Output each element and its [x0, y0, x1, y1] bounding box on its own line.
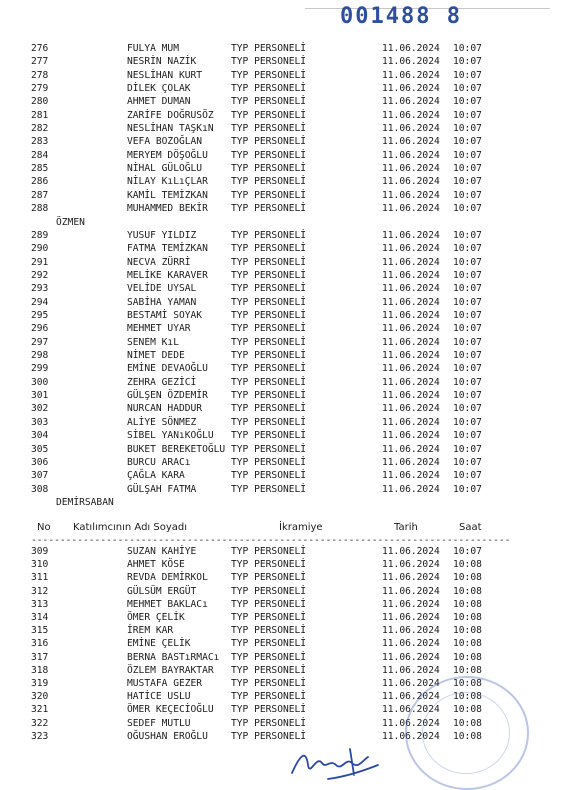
prize-type: TYP PERSONELİ: [231, 599, 307, 610]
row-date: 11.06.2024: [382, 484, 440, 495]
row-time: 10:07: [453, 470, 482, 481]
prize-type: TYP PERSONELİ: [231, 150, 307, 161]
participant-name: VELİDE UYSAL: [127, 283, 197, 294]
row-date: 11.06.2024: [382, 704, 440, 715]
row-time: 10:08: [453, 586, 482, 597]
row-time: 10:07: [453, 430, 482, 441]
row-date: 11.06.2024: [382, 56, 440, 67]
row-time: 10:07: [453, 457, 482, 468]
row-time: 10:07: [453, 203, 482, 214]
prize-type: TYP PERSONELİ: [231, 96, 307, 107]
row-date: 11.06.2024: [382, 678, 440, 689]
row-number: 309: [31, 546, 49, 557]
row-time: 10:07: [453, 176, 482, 187]
prize-type: TYP PERSONELİ: [231, 257, 307, 268]
row-number: 282: [31, 123, 49, 134]
participant-name: BESTAMİ SOYAK: [127, 310, 203, 321]
row-date: 11.06.2024: [382, 390, 440, 401]
prize-type: TYP PERSONELİ: [231, 718, 307, 729]
row-date: 11.06.2024: [382, 96, 440, 107]
row-date: 11.06.2024: [382, 163, 440, 174]
row-number: 295: [31, 310, 49, 321]
row-date: 11.06.2024: [382, 190, 440, 201]
participant-name: FULYA MUM: [127, 43, 179, 54]
row-date: 11.06.2024: [382, 203, 440, 214]
prize-type: TYP PERSONELİ: [231, 678, 307, 689]
row-time: 10:07: [453, 390, 482, 401]
row-time: 10:08: [453, 718, 482, 729]
participant-name: GÜLŞAH FATMA: [127, 484, 197, 495]
row-date: 11.06.2024: [382, 546, 440, 557]
prize-type: TYP PERSONELİ: [231, 123, 307, 134]
row-date: 11.06.2024: [382, 283, 440, 294]
row-number: 276: [31, 43, 49, 54]
row-time: 10:07: [453, 546, 482, 557]
participant-name: NECVA ZÜRRİ: [127, 257, 191, 268]
prize-type: TYP PERSONELİ: [231, 430, 307, 441]
row-number: 277: [31, 56, 49, 67]
participant-name: SENEM KıL: [127, 337, 179, 348]
participant-name: ÖMER KEÇECİOĞLU: [127, 704, 214, 715]
participant-name: MELİKE KARAVER: [127, 270, 208, 281]
prize-type: TYP PERSONELİ: [231, 731, 307, 742]
row-date: 11.06.2024: [382, 83, 440, 94]
row-time: 10:07: [453, 323, 482, 334]
serial-number: 001488 8: [340, 4, 462, 29]
row-date: 11.06.2024: [382, 350, 440, 361]
prize-type: TYP PERSONELİ: [231, 652, 307, 663]
prize-type: TYP PERSONELİ: [231, 110, 307, 121]
participant-name: ZEHRA GEZİCİ: [127, 377, 197, 388]
row-time: 10:07: [453, 96, 482, 107]
participant-name: SABİHA YAMAN: [127, 297, 197, 308]
row-number: 298: [31, 350, 49, 361]
participant-name: MEHMET BAKLACı: [127, 599, 208, 610]
row-time: 10:07: [453, 163, 482, 174]
row-date: 11.06.2024: [382, 586, 440, 597]
participant-name: HATİCE USLU: [127, 691, 191, 702]
prize-type: TYP PERSONELİ: [231, 203, 307, 214]
participant-name: NESRİN NAZİK: [127, 56, 197, 67]
row-number: 301: [31, 390, 49, 401]
participant-name: KAMİL TEMİZKAN: [127, 190, 208, 201]
row-time: 10:08: [453, 572, 482, 583]
row-number: 278: [31, 70, 49, 81]
row-date: 11.06.2024: [382, 70, 440, 81]
participant-name: OĞUSHAN EROĞLU: [127, 731, 208, 742]
row-date: 11.06.2024: [382, 323, 440, 334]
row-number: 302: [31, 403, 49, 414]
row-time: 10:08: [453, 559, 482, 570]
row-date: 11.06.2024: [382, 270, 440, 281]
participant-name: SUZAN KAHİYE: [127, 546, 197, 557]
row-time: 10:07: [453, 190, 482, 201]
row-time: 10:07: [453, 136, 482, 147]
row-time: 10:07: [453, 230, 482, 241]
header-date: Tarih: [394, 522, 418, 533]
row-number: 279: [31, 83, 49, 94]
row-time: 10:07: [453, 337, 482, 348]
participant-name: MUHAMMED BEKİR: [127, 203, 208, 214]
prize-type: TYP PERSONELİ: [231, 546, 307, 557]
row-number: 300: [31, 377, 49, 388]
row-number: 292: [31, 270, 49, 281]
header-divider: -----------------------------------------------------------------------------------: [31, 535, 511, 546]
prize-type: TYP PERSONELİ: [231, 323, 307, 334]
row-number: 319: [31, 678, 49, 689]
row-time: 10:08: [453, 678, 482, 689]
row-date: 11.06.2024: [382, 665, 440, 676]
row-time: 10:07: [453, 444, 482, 455]
prize-type: TYP PERSONELİ: [231, 176, 307, 187]
row-date: 11.06.2024: [382, 638, 440, 649]
row-time: 10:07: [453, 150, 482, 161]
row-date: 11.06.2024: [382, 652, 440, 663]
row-number: 316: [31, 638, 49, 649]
participant-name: AHMET DUMAN: [127, 96, 191, 107]
prize-type: TYP PERSONELİ: [231, 163, 307, 174]
prize-type: TYP PERSONELİ: [231, 484, 307, 495]
participant-name: ALİYE SÖNMEZ: [127, 417, 197, 428]
row-time: 10:07: [453, 403, 482, 414]
row-time: 10:07: [453, 283, 482, 294]
participant-name: EMİNE ÇELİK: [127, 638, 191, 649]
row-number: 290: [31, 243, 49, 254]
participant-name: BERNA BASTıRMACı: [127, 652, 220, 663]
row-time: 10:07: [453, 270, 482, 281]
row-number: 311: [31, 572, 49, 583]
prize-type: TYP PERSONELİ: [231, 417, 307, 428]
participant-name: SİBEL YANıKOĞLU: [127, 430, 214, 441]
row-number: 320: [31, 691, 49, 702]
row-number: 281: [31, 110, 49, 121]
participant-name: ÇAĞLA KARA: [127, 470, 185, 481]
prize-type: TYP PERSONELİ: [231, 665, 307, 676]
row-time: 10:08: [453, 638, 482, 649]
prize-type: TYP PERSONELİ: [231, 638, 307, 649]
prize-type: TYP PERSONELİ: [231, 559, 307, 570]
row-date: 11.06.2024: [382, 110, 440, 121]
participant-name: NESLİHAN KURT: [127, 70, 203, 81]
prize-type: TYP PERSONELİ: [231, 310, 307, 321]
row-time: 10:08: [453, 731, 482, 742]
participant-name: GÜLŞEN ÖZDEMİR: [127, 390, 208, 401]
row-number: 308: [31, 484, 49, 495]
participant-name: MUSTAFA GEZER: [127, 678, 203, 689]
row-time: 10:07: [453, 363, 482, 374]
prize-type: TYP PERSONELİ: [231, 612, 307, 623]
participant-name: GÜLSÜM ERGÜT: [127, 586, 197, 597]
row-time: 10:07: [453, 257, 482, 268]
row-number: 321: [31, 704, 49, 715]
header-time: Saat: [459, 522, 482, 533]
row-time: 10:07: [453, 83, 482, 94]
row-date: 11.06.2024: [382, 363, 440, 374]
participant-name: MERYEM DÖŞOĞLU: [127, 150, 208, 161]
prize-type: TYP PERSONELİ: [231, 586, 307, 597]
row-number: 312: [31, 586, 49, 597]
row-date: 11.06.2024: [382, 470, 440, 481]
prize-type: TYP PERSONELİ: [231, 377, 307, 388]
header-name: Katılımcının Adı Soyadı: [73, 522, 188, 533]
row-time: 10:08: [453, 691, 482, 702]
row-date: 11.06.2024: [382, 310, 440, 321]
prize-type: TYP PERSONELİ: [231, 297, 307, 308]
row-number: 297: [31, 337, 49, 348]
row-time: 10:07: [453, 110, 482, 121]
row-number: 307: [31, 470, 49, 481]
row-number: 289: [31, 230, 49, 241]
participant-name: SEDEF MUTLU: [127, 718, 191, 729]
participant-name: NİMET DEDE: [127, 350, 185, 361]
row-date: 11.06.2024: [382, 612, 440, 623]
row-time: 10:07: [453, 310, 482, 321]
row-date: 11.06.2024: [382, 377, 440, 388]
prize-type: TYP PERSONELİ: [231, 283, 307, 294]
row-date: 11.06.2024: [382, 176, 440, 187]
participant-name: VEFA BOZOĞLAN: [127, 136, 203, 147]
participant-name: DİLEK ÇOLAK: [127, 83, 191, 94]
row-date: 11.06.2024: [382, 257, 440, 268]
row-number: 303: [31, 417, 49, 428]
prize-type: TYP PERSONELİ: [231, 83, 307, 94]
row-number: 304: [31, 430, 49, 441]
row-time: 10:08: [453, 625, 482, 636]
row-number: 315: [31, 625, 49, 636]
row-number: 284: [31, 150, 49, 161]
row-number: 306: [31, 457, 49, 468]
prize-type: TYP PERSONELİ: [231, 270, 307, 281]
row-time: 10:07: [453, 123, 482, 134]
participant-name: ÖZLEM BAYRAKTAR: [127, 665, 214, 676]
official-stamp-inner-ring: [422, 692, 510, 774]
row-date: 11.06.2024: [382, 136, 440, 147]
participant-name: ÖMER ÇELİK: [127, 612, 185, 623]
header-no: No: [37, 522, 51, 533]
row-number: 323: [31, 731, 49, 742]
row-number: 322: [31, 718, 49, 729]
prize-type: TYP PERSONELİ: [231, 625, 307, 636]
row-date: 11.06.2024: [382, 297, 440, 308]
prize-type: TYP PERSONELİ: [231, 230, 307, 241]
participant-name: İREM KAR: [127, 625, 174, 636]
prize-type: TYP PERSONELİ: [231, 56, 307, 67]
name-continuation: ÖZMEN: [56, 217, 85, 228]
row-date: 11.06.2024: [382, 457, 440, 468]
row-date: 11.06.2024: [382, 337, 440, 348]
row-time: 10:08: [453, 652, 482, 663]
prize-type: TYP PERSONELİ: [231, 457, 307, 468]
row-time: 10:08: [453, 612, 482, 623]
participant-name: NİHAL GÜLOĞLU: [127, 163, 203, 174]
prize-type: TYP PERSONELİ: [231, 444, 307, 455]
row-date: 11.06.2024: [382, 403, 440, 414]
row-time: 10:07: [453, 43, 482, 54]
row-date: 11.06.2024: [382, 691, 440, 702]
prize-type: TYP PERSONELİ: [231, 363, 307, 374]
prize-type: TYP PERSONELİ: [231, 350, 307, 361]
prize-type: TYP PERSONELİ: [231, 136, 307, 147]
participant-name: ZARİFE DOĞRUSÖZ: [127, 110, 214, 121]
row-number: 299: [31, 363, 49, 374]
participant-name: NURCAN HADDUR: [127, 403, 203, 414]
row-date: 11.06.2024: [382, 43, 440, 54]
prize-type: TYP PERSONELİ: [231, 43, 307, 54]
row-time: 10:07: [453, 350, 482, 361]
row-time: 10:07: [453, 70, 482, 81]
prize-type: TYP PERSONELİ: [231, 337, 307, 348]
row-time: 10:07: [453, 56, 482, 67]
row-date: 11.06.2024: [382, 444, 440, 455]
row-date: 11.06.2024: [382, 625, 440, 636]
participant-name: NİLAY KıLıÇLAR: [127, 176, 208, 187]
participant-name: BUKET BEREKETOĞLU: [127, 444, 226, 455]
row-time: 10:08: [453, 665, 482, 676]
handwritten-signature: [288, 735, 383, 785]
row-number: 280: [31, 96, 49, 107]
row-date: 11.06.2024: [382, 123, 440, 134]
prize-type: TYP PERSONELİ: [231, 390, 307, 401]
row-date: 11.06.2024: [382, 731, 440, 742]
prize-type: TYP PERSONELİ: [231, 70, 307, 81]
prize-type: TYP PERSONELİ: [231, 243, 307, 254]
row-number: 294: [31, 297, 49, 308]
prize-type: TYP PERSONELİ: [231, 572, 307, 583]
row-number: 287: [31, 190, 49, 201]
row-time: 10:08: [453, 599, 482, 610]
row-number: 305: [31, 444, 49, 455]
prize-type: TYP PERSONELİ: [231, 704, 307, 715]
participant-name: REVDA DEMİRKOL: [127, 572, 208, 583]
prize-type: TYP PERSONELİ: [231, 403, 307, 414]
participant-name: NESLİHAN TAŞKıN: [127, 123, 214, 134]
row-time: 10:07: [453, 417, 482, 428]
row-number: 288: [31, 203, 49, 214]
row-number: 313: [31, 599, 49, 610]
row-number: 286: [31, 176, 49, 187]
row-date: 11.06.2024: [382, 599, 440, 610]
row-date: 11.06.2024: [382, 430, 440, 441]
row-date: 11.06.2024: [382, 718, 440, 729]
row-date: 11.06.2024: [382, 243, 440, 254]
row-date: 11.06.2024: [382, 150, 440, 161]
row-date: 11.06.2024: [382, 559, 440, 570]
prize-type: TYP PERSONELİ: [231, 470, 307, 481]
participant-name: MEHMET UYAR: [127, 323, 191, 334]
row-time: 10:08: [453, 704, 482, 715]
row-number: 318: [31, 665, 49, 676]
row-number: 283: [31, 136, 49, 147]
participant-name: EMİNE DEVAOĞLU: [127, 363, 208, 374]
row-number: 293: [31, 283, 49, 294]
participant-name: YUSUF YILDIZ: [127, 230, 197, 241]
participant-name: AHMET KÖSE: [127, 559, 185, 570]
row-number: 310: [31, 559, 49, 570]
row-date: 11.06.2024: [382, 230, 440, 241]
row-number: 285: [31, 163, 49, 174]
row-number: 296: [31, 323, 49, 334]
prize-type: TYP PERSONELİ: [231, 190, 307, 201]
prize-type: TYP PERSONELİ: [231, 691, 307, 702]
header-prize: İkramiye: [279, 522, 323, 533]
participant-name: FATMA TEMİZKAN: [127, 243, 208, 254]
row-time: 10:07: [453, 243, 482, 254]
row-number: 314: [31, 612, 49, 623]
participant-name: BURCU ARACı: [127, 457, 191, 468]
row-number: 317: [31, 652, 49, 663]
row-date: 11.06.2024: [382, 572, 440, 583]
name-continuation: DEMİRSABAN: [56, 497, 114, 508]
row-time: 10:07: [453, 377, 482, 388]
row-time: 10:07: [453, 484, 482, 495]
row-time: 10:07: [453, 297, 482, 308]
row-number: 291: [31, 257, 49, 268]
row-date: 11.06.2024: [382, 417, 440, 428]
